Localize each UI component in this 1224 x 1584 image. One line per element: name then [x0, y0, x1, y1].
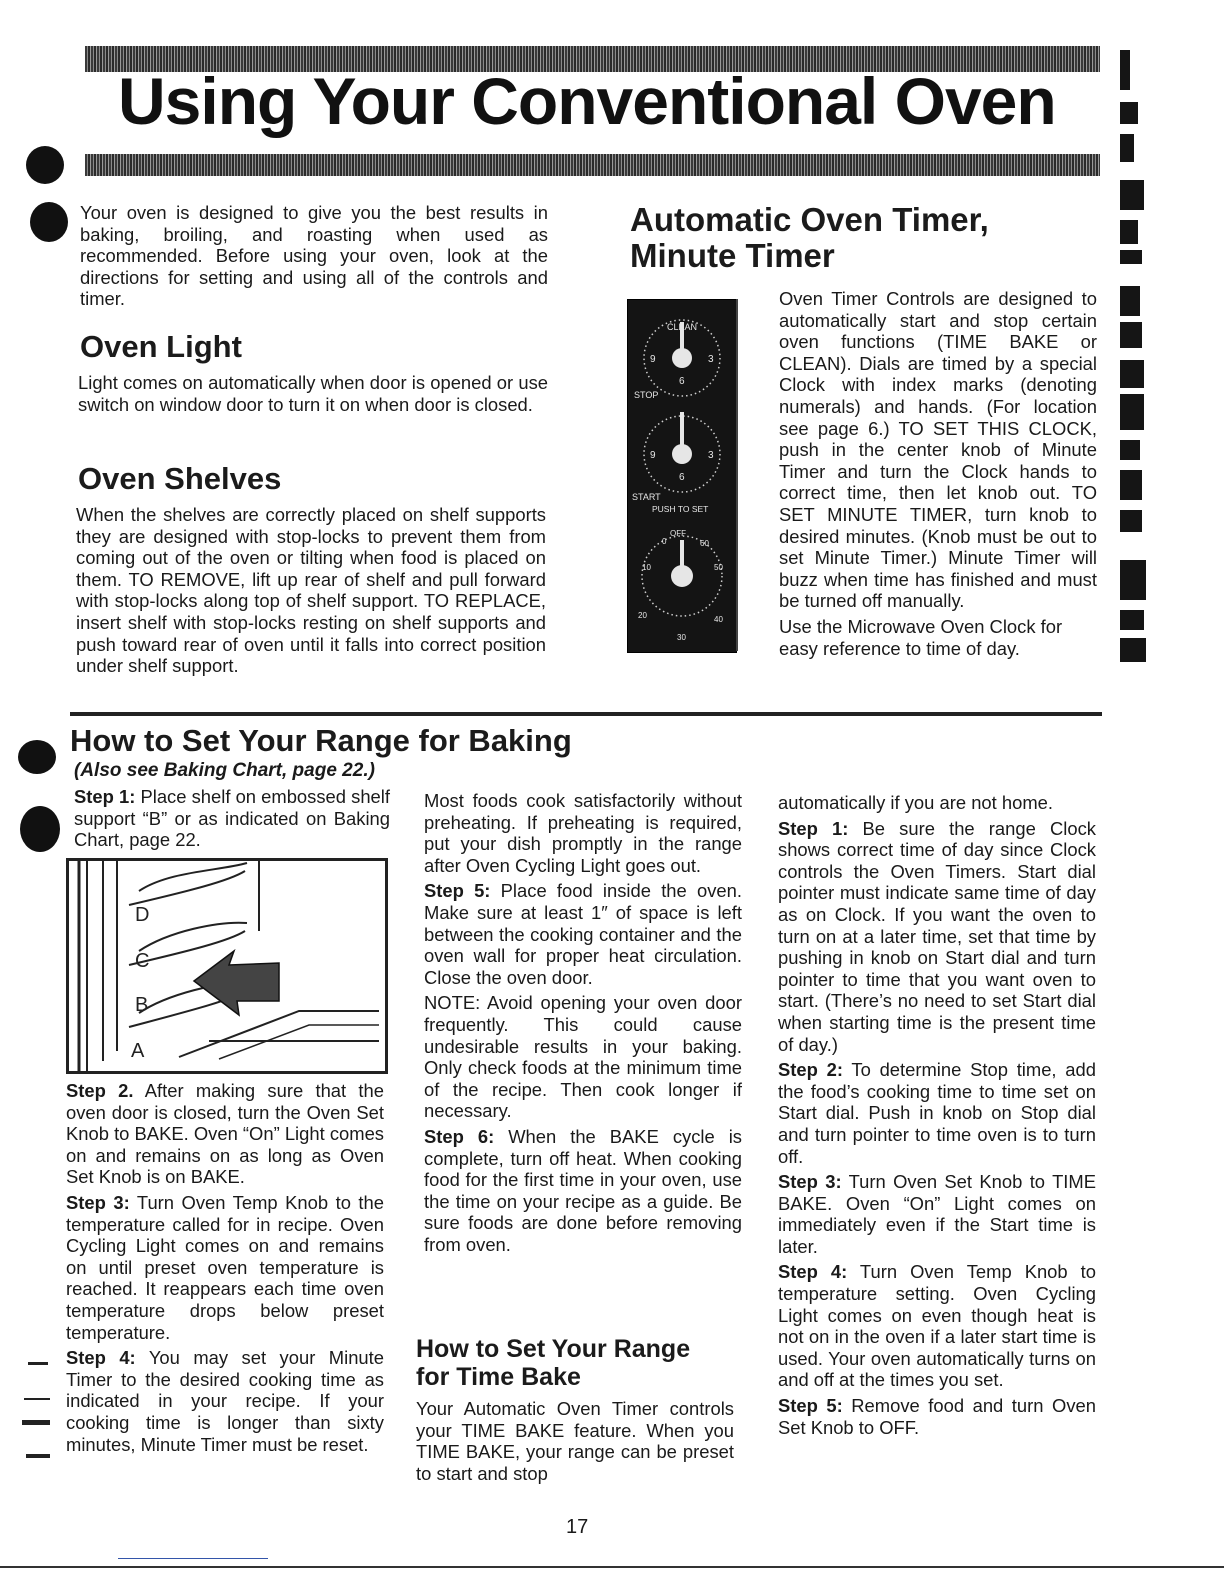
time-bake-col3 [778, 792, 1096, 1438]
shelf-positions-illustration [69, 861, 385, 1071]
start-label: START [632, 492, 661, 502]
margin-marks [18, 1356, 52, 1466]
binding-hole [20, 806, 60, 852]
baking-step6-label: Step 6: [424, 1125, 495, 1147]
footer-rule [0, 1566, 1224, 1568]
dial1-num-6: 6 [679, 376, 685, 387]
page-title: Using Your Conventional Oven [118, 64, 1056, 138]
dial1-num-3: 3 [708, 354, 714, 365]
timer-text-column [779, 288, 1097, 659]
oven-light-heading: Oven Light [80, 329, 242, 364]
shelf-label-d: D [135, 904, 150, 926]
dial1-num-9: 9 [650, 354, 656, 365]
dial2-num-6: 6 [679, 472, 685, 483]
num-60: 60 [700, 539, 709, 548]
baking-chart-note: (Also see Baking Chart, page 22.) [74, 760, 375, 781]
baking-step4 [66, 1347, 384, 1455]
time-bake-step5 [778, 1395, 1096, 1438]
page-number: 17 [566, 1516, 589, 1538]
shelf-label-b: B [135, 994, 149, 1016]
stop-dial[interactable] [634, 320, 720, 400]
timer-heading [630, 202, 989, 275]
time-bake-step4-label: Step 4: [778, 1261, 848, 1283]
dial1-top-label: CLEAN [666, 322, 698, 332]
time-bake-step5-label: Step 5: [778, 1395, 843, 1417]
binding-hole [30, 202, 68, 242]
timer-text-2: Use the Microwave Oven Clock for easy reference to time of day. [779, 615, 1063, 659]
baking-step2-text: After making sure that the oven door is closed, turn the Oven Set Knob to BAKE. Oven “On” Light comes on and remains on as long as Oven Set Knob is on BAKE. [66, 1080, 384, 1188]
baking-step2-label: Step 2. [66, 1080, 134, 1101]
time-bake-step3-text: Turn Oven Set Knob to TIME BAKE. Oven “On” Light comes on immediately even if the Start time is later. [778, 1171, 1096, 1257]
time-bake-step1 [778, 818, 1096, 1056]
time-bake-continued: automatically if you are not home. [778, 792, 1053, 813]
binding-hole [18, 740, 56, 774]
time-bake-step2-text: To determine Stop time, add the food’s cooking time to time set on Start dial. Push in knob on Stop dial and turn pointer to time oven is to turn off. [778, 1059, 1096, 1167]
num-10: 10 [642, 563, 651, 572]
baking-note: NOTE: Avoid opening your oven door frequently. This could cause undesirable results in your baking. Only check foods at the minimum time of the recipe. Then cook longer if necessary. [424, 992, 742, 1122]
baking-step3-label: Step 3: [66, 1191, 130, 1213]
baking-step6 [424, 1126, 742, 1256]
time-bake-step2 [778, 1059, 1096, 1167]
time-bake-step1-label: Step 1: [778, 817, 849, 839]
baking-step4-text: You may set your Minute Timer to the desired cooking time as indicated in your recipe. If your cooking time is longer than sixty minutes, Minute Timer must be reset. [66, 1347, 384, 1455]
time-bake-step2-label: Step 2: [778, 1059, 843, 1081]
num-20: 20 [638, 611, 647, 620]
time-bake-step3-label: Step 3: [778, 1171, 842, 1193]
baking-step1-text: Place shelf on embossed shelf support “B” or as indicated on Baking Chart, page 22. [74, 786, 390, 851]
edge-marks [1120, 50, 1160, 670]
baking-heading: How to Set Your Range for Baking [70, 723, 572, 758]
intro-text: Your oven is designed to give you the best results in baking, broiling, and roasting when used as recommended. Before using your oven, look at the directions for setting and using all of the controls and timer. [80, 202, 548, 310]
time-bake-step4 [778, 1261, 1096, 1391]
shelf-label-a: A [131, 1040, 145, 1062]
time-bake-step3 [778, 1171, 1096, 1257]
baking-step5-label: Step 5: [424, 880, 491, 902]
dial2-num-3: 3 [708, 450, 714, 461]
shelf-figure [66, 858, 388, 1074]
timer-dials-illustration [628, 300, 736, 652]
stop-label: STOP [634, 390, 659, 400]
num-50: 50 [714, 563, 723, 572]
num-30: 30 [677, 633, 686, 642]
baking-col1-steps [66, 1080, 384, 1455]
num-40: 40 [714, 615, 723, 624]
time-bake-heading [416, 1336, 690, 1391]
baking-step3-text: Turn Oven Temp Knob to the temperature called for in recipe. Oven Cycling Light comes on and remains on until preset oven temperature is reached. It reappears each time oven temperature drops below preset temperature. [66, 1191, 384, 1343]
baking-step6-text: When the BAKE cycle is complete, turn off heat. When cooking food for the first time in your oven, use the time on your recipe as a guide. Be sure foods are done before removing from oven. [424, 1125, 742, 1255]
oven-shelves-heading: Oven Shelves [78, 461, 282, 496]
time-bake-step4-text: Turn Oven Temp Knob to temperature setting. Oven Cycling Light comes on even though heat is not on in the oven if a later start time is used. Your oven automatically turns on and off at the times you set. [778, 1261, 1096, 1391]
time-bake-intro: Your Automatic Oven Timer controls your TIME BAKE feature. When you TIME BAKE, your range can be preset to start and stop [416, 1398, 734, 1484]
timer-panel-edge [736, 299, 738, 651]
time-bake-heading-line1: How to Set Your Range [416, 1335, 691, 1363]
time-bake-step1-text: Be sure the range Clock shows correct time of day since Clock controls the Oven Timers. Start dial pointer must indicate same time of day as on Clock. If you want the oven to turn on at a later time, set that time by pushing in knob on Start dial and turn pointer to time that you want oven to start. (There’s no need to set Start dial when starting time is the present time of day.) [778, 817, 1096, 1055]
section-divider [70, 712, 1102, 716]
start-dial[interactable] [632, 412, 720, 514]
dial2-num-9: 9 [650, 450, 656, 461]
minute-timer-dial[interactable] [638, 529, 723, 642]
time-bake-heading-line2: for Time Bake [416, 1362, 581, 1391]
shelf-label-c: C [135, 950, 150, 972]
oven-timer-panel [627, 299, 737, 653]
baking-step2 [66, 1080, 384, 1188]
header-bottom-bar [85, 154, 1100, 176]
footer-line [118, 1558, 268, 1559]
off-label: OFF [670, 529, 686, 538]
binding-hole [26, 146, 64, 184]
timer-text-1: Oven Timer Controls are designed to automatically start and stop certain oven functions (TIME BAKE or CLEAN). Dials are timed by a special Clock with index marks (denoting numerals) and hands. (For location see page 6.) TO SET THIS CLOCK, push in the center knob of Minute Timer and turn the Clock hands to correct time, then let knob out. TO SET MINUTE TIMER, turn knob to desired minutes. (Knob must be out to set Minute Timer.) Minute Timer will buzz when time has finished and must be turned off manually. [779, 288, 1097, 612]
baking-step3 [66, 1192, 384, 1343]
baking-col2 [424, 790, 742, 1255]
baking-preheat-text: Most foods cook satisfactorily without preheating. If preheating is required, put your dish promptly in the range after Oven Cycling Light goes out. [424, 790, 742, 876]
push-to-set-label: PUSH TO SET [652, 504, 709, 514]
baking-step1-label: Step 1: [74, 786, 136, 807]
oven-light-text: Light comes on automatically when door is opened or use switch on window door to turn it on when door is closed. [78, 372, 548, 415]
time-bake-step5-text: Remove food and turn Oven Set Knob to OFF. [778, 1395, 1096, 1438]
timer-heading-line1: Automatic Oven Timer, [630, 201, 989, 238]
baking-step4-label: Step 4: [66, 1347, 136, 1369]
oven-shelves-text: When the shelves are correctly placed on shelf supports they are designed with stop-locks to prevent them from coming out of the oven or tilting when food is placed on them. TO REMOVE, lift up rear of shelf and pull forward with stop-locks along top of shelf support. TO REPLACE, insert shelf with stop-locks resting on shelf supports and push toward rear of oven until it falls into correct position under shelf support. [76, 504, 546, 677]
baking-step5-text: Place food inside the oven. Make sure at least 1″ of space is left between the cooking container and the oven wall for proper heat circulation. Close the oven door. [424, 880, 742, 988]
baking-step1 [74, 786, 390, 851]
timer-heading-line2: Minute Timer [630, 237, 835, 275]
num-0: 0 [662, 537, 667, 546]
baking-step5 [424, 880, 742, 988]
